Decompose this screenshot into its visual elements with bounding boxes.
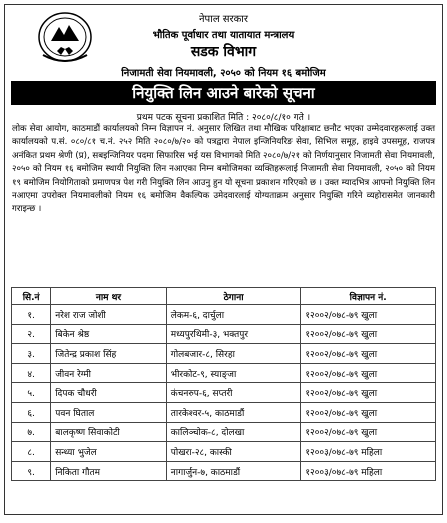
table-row [12,363,436,383]
cell-serial: ३. [12,344,51,364]
cell-address: कंचनरुप-६, सप्तरी [166,383,301,403]
cell-advertisement: १२००२/०७८-७९ खुला [301,422,436,442]
notice-body: लोक सेवा आयोग, काठमाडौं कार्यालयको निम्न विज्ञापन नं. अनुसार लिखित तथा मौखिक परिक्षाबाट छनौट भएका उम्मेदवारहरूलाई उक्त कार्यालयको प.सं. ०८०/८१ च.नं. २५२ मिति २०८०/७/२० को पत्रद्वारा नेपाल इन्जिनियरिङ सेवा, सिभिल समूह, हाइवे उपसमूह, राजपत्र अनंकित प्रथम श्रेणी (प्र), सबइन्जिनियर पदमा सिफारिस भई यस विभागको मिति २०८०/७/२१ को निर्णयानुसार निजामती सेवा नियमावली, २०५० को नियम १६ बमोजिम स्थायी नियुक्ति लिन नआएका निम्न बमोजिमका व्यक्तिहरूलाई निजामती सेवा नियमावली, २०५० को नियम १९ बमोजिम नियोगिताको प्रमाणपत्र पेश गरी नियुक्ति लिन आउनु हुन यो सूचना प्रकाशन गरिएको छ । उक्त म्यादभित्र आफ्नो नियुक्ति लिन नआएमा उपरोक्त नियमावलीको नियम १६ बमोजिम वैकल्पिक उमेदवारलाई योग्यताक्रम अनुसार नियुक्ति गरिने व्यहोरासमेत जानकारी गराइन्छ । [12,124,435,215]
cell-serial: १. [12,305,51,325]
table-row [12,383,436,403]
table-row [12,402,436,422]
table-row [12,461,436,481]
cell-serial: ९. [12,461,51,481]
table-row [12,324,436,344]
regulation-label: निजामती सेवा नियमावली, २०५० को नियम १६ बमोजिम [121,68,326,79]
cell-address: पोखरा-२८, कास्की [166,442,301,462]
table-row [12,442,436,462]
cell-name: पवन घिताल [51,402,167,422]
column-header-address: ठेगाना [166,288,301,305]
ministry-label: भौतिक पूर्वाधार तथा यातायात मन्त्रालय [152,30,295,41]
government-label: नेपाल सरकार [199,14,248,25]
cell-name: जितेन्द्र प्रकाश सिंह [51,344,167,364]
publication-date: प्रथम पटक सूचना प्रकाशित मिति : २०८०/८/१० गते । [136,113,311,123]
cell-serial: ८. [12,442,51,462]
column-header-advertisement: विज्ञापन नं. [301,288,436,305]
cell-advertisement: १२००२/०७८-७९ खुला [301,344,436,364]
cell-serial: ४. [12,363,51,383]
table-header-row [12,288,436,305]
cell-serial: ७. [12,422,51,442]
cell-advertisement: १२००३/०७८-७९ महिला [301,442,436,462]
table-row [12,422,436,442]
notice-page [4,4,443,515]
cell-address: भीरकोट-९, स्याङ्जा [166,363,301,383]
column-header-name: नाम थर [51,288,167,305]
cell-name: बालकृष्ण सिवाकोटी [51,422,167,442]
cell-serial: ६. [12,402,51,422]
cell-name: जीवन रेग्मी [51,363,167,383]
cell-advertisement: १२००३/०७८-७९ महिला [301,461,436,481]
cell-advertisement: १२००२/०७८-७९ खुला [301,383,436,403]
cell-address: तारकेश्वर-५, काठमाडौं [166,402,301,422]
cell-advertisement: १२००२/०७८-७९ खुला [301,363,436,383]
cell-advertisement: १२००२/०७८-७९ खुला [301,324,436,344]
table-row [12,305,436,325]
cell-name: दिपक चौधरी [51,383,167,403]
cell-advertisement: १२००२/०७८-७९ खुला [301,305,436,325]
cell-serial: ५. [12,383,51,403]
department-title: सडक विभाग [190,44,257,60]
cell-address: लेकम-६, दार्चुला [166,305,301,325]
cell-address: गोलबजार-८, सिरहा [166,344,301,364]
cell-address: नागार्जुन-७, काठमाडौं [166,461,301,481]
cell-serial: २. [12,324,51,344]
cell-name: बिकेन श्रेष्ठ [51,324,167,344]
cell-name: नरेश राज जोशी [51,305,167,325]
cell-address: कालिञ्चोक-८, दोलखा [166,422,301,442]
cell-name: सन्ध्या भुजेल [51,442,167,462]
cell-advertisement: १२००२/०७८-७९ खुला [301,402,436,422]
notice-title-banner: नियुक्ति लिन आउने बारेको सूचना [11,81,436,105]
cell-address: मध्यपुरथिमी-३, भक्तपुर [166,324,301,344]
table-row [12,344,436,364]
column-header-serial: सि.नं [12,288,51,305]
cell-name: निकिता गौतम [51,461,167,481]
candidates-table [11,287,436,481]
